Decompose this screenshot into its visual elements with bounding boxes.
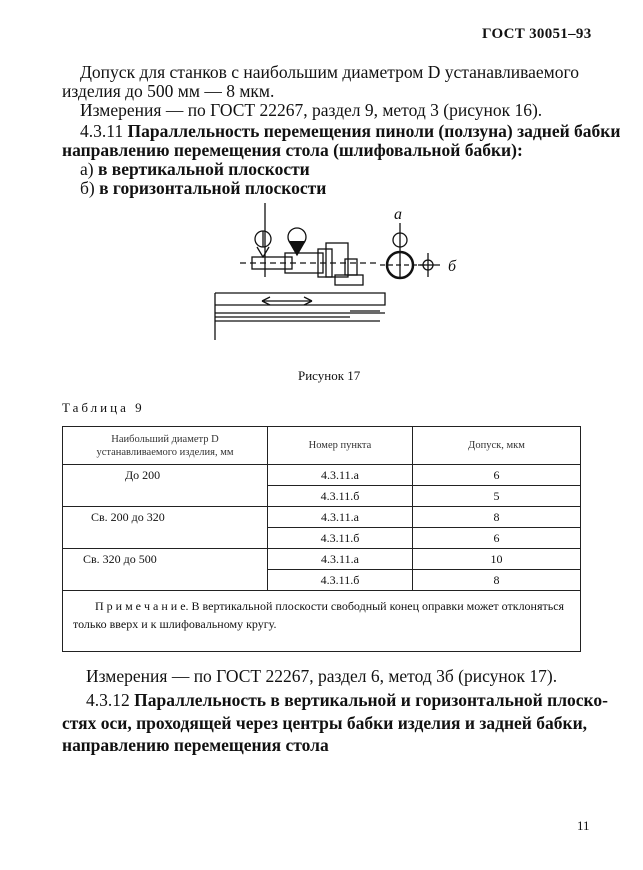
header-col-diameter-line1: Наибольший диаметр D [111, 433, 219, 445]
header-col-diameter-line2: устанавливаемого изделия, мм [96, 446, 234, 458]
tolerance-cell: 6 [413, 528, 581, 549]
tolerance-cell: 5 [413, 486, 581, 507]
section-4-3-12-title-2: стях оси, проходящей через центры бабки изделия и задней бабки, [62, 713, 588, 733]
figure-label-b: б [448, 258, 457, 275]
item-a [80, 159, 310, 180]
range-cell: До 200 [63, 465, 268, 507]
section-4-3-12-title-3: направлению перемещения стола [62, 735, 329, 755]
item-cell: 4.3.11.б [268, 486, 413, 507]
tolerance-cell: 6 [413, 465, 581, 486]
item-cell: 4.3.11.б [268, 570, 413, 591]
table-label: Таблица 9 [62, 400, 145, 415]
page-number: 11 [577, 818, 590, 833]
item-cell: 4.3.11.а [268, 549, 413, 570]
header-col-item: Номер пункта [268, 427, 413, 465]
section-4-3-11-title-2: направлению перемещения стола (шлифовальной бабки): [62, 140, 523, 160]
table-row [63, 507, 581, 528]
standard-header: ГОСТ 30051–93 [482, 26, 592, 42]
item-b-prefix: б) [80, 178, 95, 198]
tolerance-table [62, 426, 581, 652]
section-number: 4.3.12 [86, 690, 130, 710]
table-row [63, 465, 581, 486]
tolerance-cell: 8 [413, 570, 581, 591]
section-4-3-12-title-1 [86, 690, 608, 711]
item-cell: 4.3.11.а [268, 507, 413, 528]
figure-label-a: а [394, 206, 402, 223]
note-text: В вертикальной плоскости свободный конец оправки может отклоняться только вверх и к шлифовальному кругу. [73, 599, 565, 631]
item-a-prefix: а) [80, 159, 94, 179]
section-number: 4.3.11 [80, 121, 124, 141]
section-4-3-11-title-1 [80, 121, 620, 142]
intro-line-3: Измерения — по ГОСТ 22267, раздел 9, метод 3 (рисунок 16). [80, 100, 543, 120]
intro-line-1: Допуск для станков с наибольшим диаметром D устанавливаемого [80, 62, 579, 82]
range-cell: Св. 200 до 320 [63, 507, 268, 549]
table-note [63, 591, 581, 652]
section-title: Параллельность перемещения пиноли (ползуна) задней бабки [127, 121, 621, 141]
intro-line-2: изделия до 500 мм — 8 мкм. [62, 81, 275, 101]
table-row [63, 549, 581, 570]
tolerance-cell: 10 [413, 549, 581, 570]
section-title: Параллельность в вертикальной и горизонтальной плоско- [134, 690, 608, 710]
figure-caption: Рисунок 17 [298, 368, 361, 383]
item-a-text: в вертикальной плоскости [97, 159, 310, 179]
measure-line-2: Измерения — по ГОСТ 22267, раздел 6, метод 3б (рисунок 17). [86, 666, 558, 686]
item-cell: 4.3.11.а [268, 465, 413, 486]
header-col-diameter [63, 427, 268, 465]
tolerance-cell: 8 [413, 507, 581, 528]
figure-17-drawing [200, 195, 490, 355]
range-cell: Св. 320 до 500 [63, 549, 268, 591]
table-note-row [63, 591, 581, 652]
table-header-row [63, 427, 581, 465]
header-col-tolerance: Допуск, мкм [413, 427, 581, 465]
item-b-text: в горизонтальной плоскости [99, 178, 327, 198]
item-cell: 4.3.11.б [268, 528, 413, 549]
note-prefix: П р и м е ч а н и е. [95, 599, 189, 613]
